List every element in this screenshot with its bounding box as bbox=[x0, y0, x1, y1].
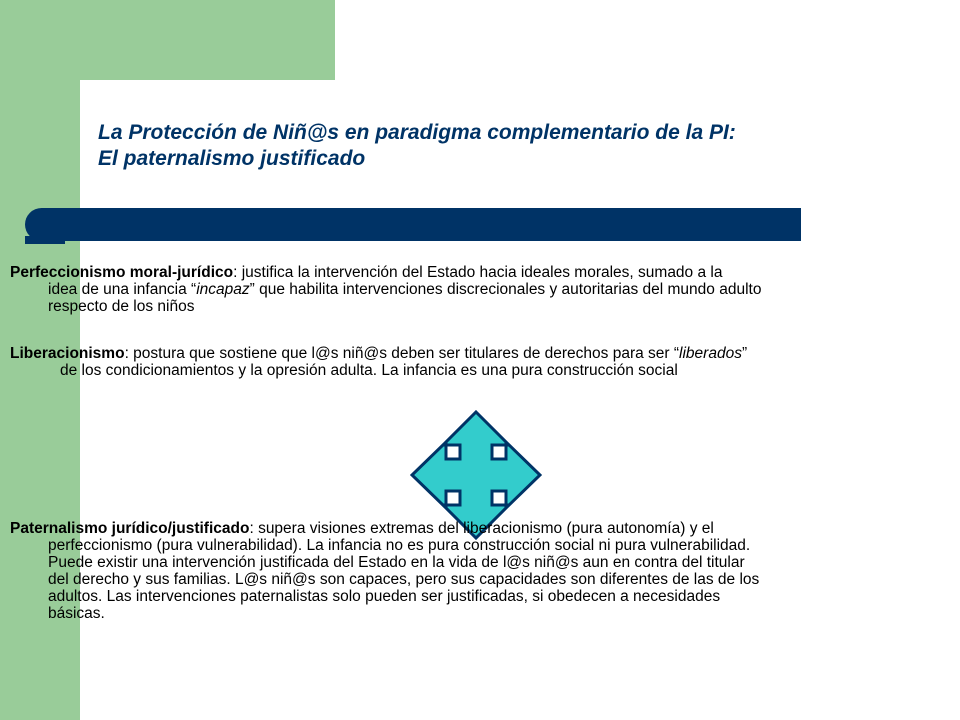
title-line-1: La Protección de Niñ@s en paradigma complementario de la PI: bbox=[98, 121, 736, 144]
p1-text-2a: idea de una infancia “ bbox=[48, 281, 197, 298]
p1-line-3: respecto de los niños bbox=[48, 298, 195, 315]
paragraph-liberacionismo bbox=[10, 345, 900, 379]
p1-term: Perfeccionismo moral-jurídico bbox=[10, 264, 234, 281]
p3-line-5: adultos. Las intervenciones paternalistas solo pueden ser justificadas, si obedecen a necesidades bbox=[48, 588, 721, 605]
p3-line-4: del derecho y sus familias. L@s niñ@s son capaces, pero sus capacidades son diferentes de las de los bbox=[48, 571, 760, 588]
p1-line-2 bbox=[10, 281, 900, 298]
p3-line-6: básicas. bbox=[48, 605, 105, 622]
green-top-band bbox=[0, 0, 335, 80]
content-panel bbox=[80, 80, 960, 720]
p2-term: Liberacionismo bbox=[10, 345, 125, 362]
title-line-2: El paternalismo justificado bbox=[98, 147, 366, 170]
p1-line-1 bbox=[10, 264, 900, 281]
p1-emphasis: incapaz bbox=[196, 281, 250, 298]
p2-emphasis: liberados bbox=[679, 345, 742, 362]
p1-text-1: : justifica la intervención del Estado hacia ideales morales, sumado a la bbox=[233, 264, 723, 281]
p1-text-2b: ” que habilita intervenciones discrecionales y autoritarias del mundo adulto bbox=[249, 281, 762, 298]
p3-text-1: : supera visiones extremas del liberacionismo (pura autonomía) y el bbox=[249, 520, 714, 537]
paragraph-perfeccionismo bbox=[10, 264, 900, 315]
p3-term: Paternalismo jurídico/justificado bbox=[10, 520, 250, 537]
divider-bar-notch bbox=[25, 236, 65, 244]
p2-line-2: de los condicionamientos y la opresión adulta. La infancia es una pura construcción social bbox=[60, 362, 678, 379]
p2-text-1b: ” bbox=[741, 345, 748, 362]
p3-line-3: Puede existir una intervención justificada del Estado en la vida de l@s niñ@s aun en contra del titular bbox=[48, 554, 745, 571]
slide-title bbox=[98, 120, 898, 172]
p3-line-2: perfeccionismo (pura vulnerabilidad). La infancia no es pura construcción social ni pura vulnerabilidad. bbox=[48, 537, 751, 554]
p3-line-1 bbox=[10, 520, 900, 537]
paragraph-paternalismo bbox=[10, 520, 900, 622]
p2-line-1 bbox=[10, 345, 900, 362]
p2-text-1a: : postura que sostiene que l@s niñ@s deben ser titulares de derechos para ser “ bbox=[124, 345, 680, 362]
title-divider-bar bbox=[25, 208, 801, 241]
